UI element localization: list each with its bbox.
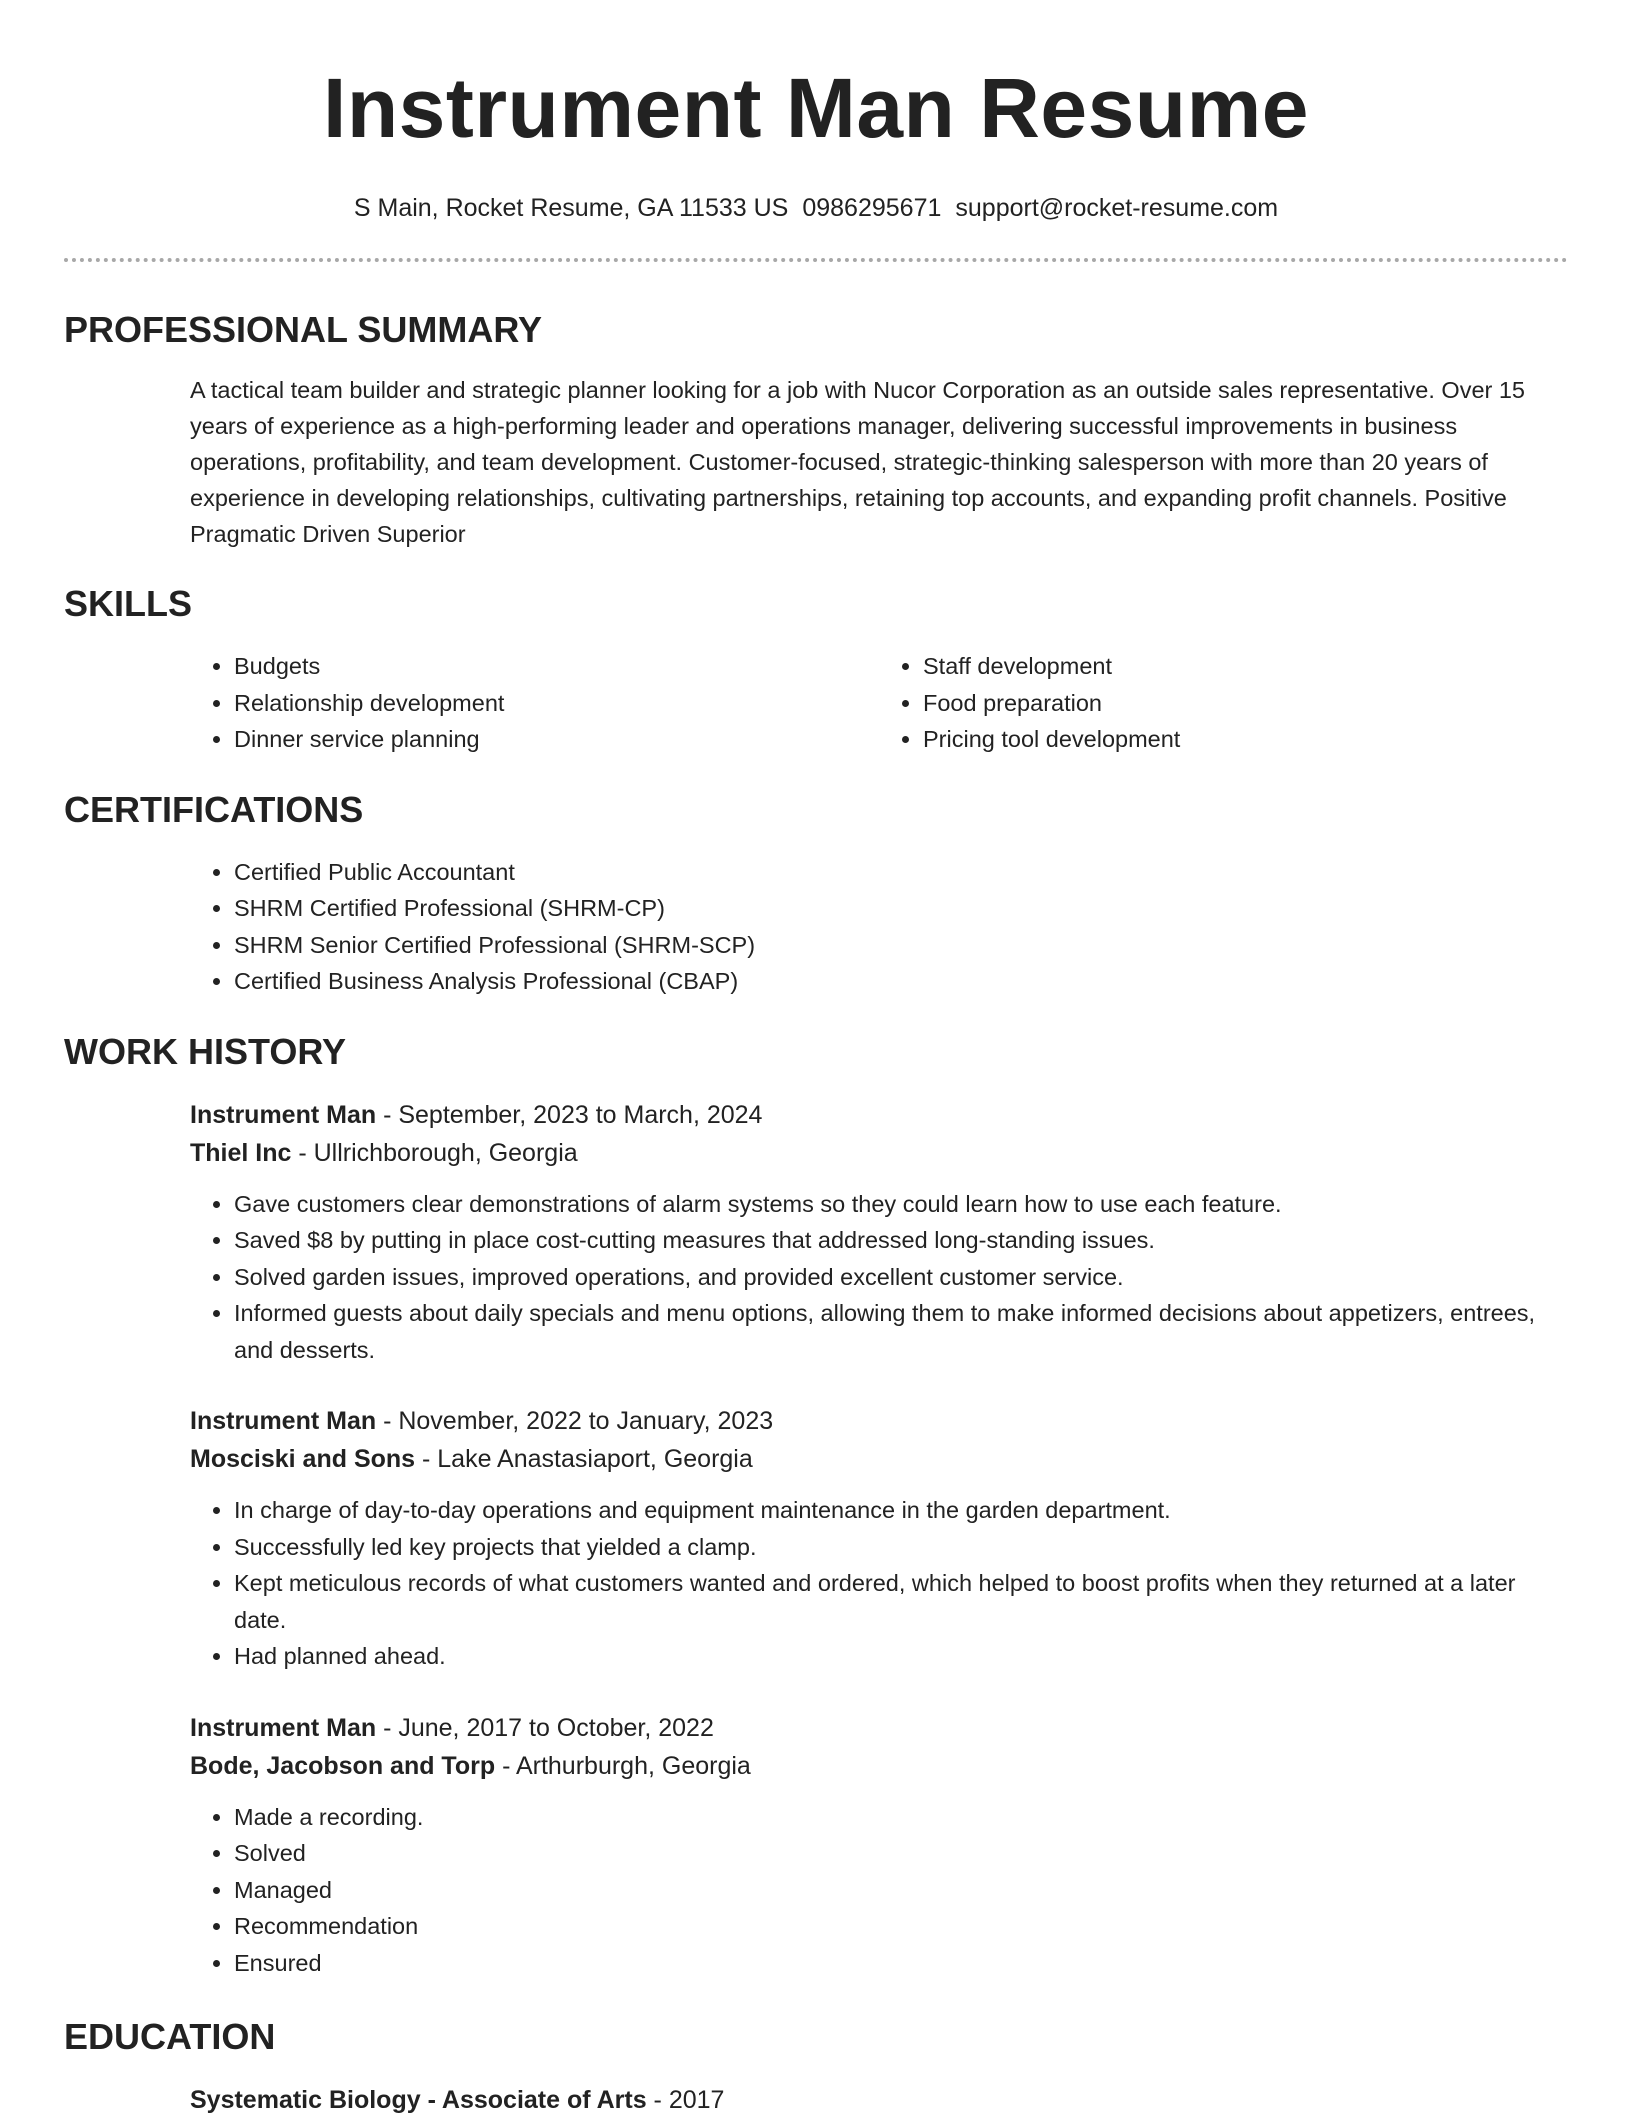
job-company: Thiel Inc — [190, 1138, 292, 1167]
job-entry — [190, 1096, 1568, 1369]
job-bullet: • Had planned ahead. — [234, 1638, 1568, 1675]
job-company: Bode, Jacobson and Torp — [190, 1751, 496, 1780]
job-bullet: • Recommendation — [234, 1908, 1568, 1945]
education-entry — [190, 2081, 1568, 2119]
skill-item: • Budgets — [234, 648, 879, 685]
job-role: Instrument Man — [190, 1713, 377, 1742]
job-bullet: • Solved garden issues, improved operations, and provided excellent customer service. — [234, 1259, 1568, 1296]
skill-item: • Staff development — [923, 648, 1568, 685]
education-year: - 2017 — [646, 2086, 725, 2114]
skill-item: • Food preparation — [923, 685, 1568, 722]
job-dates: - November, 2022 to January, 2023 — [376, 1407, 774, 1435]
job-location: - Arthurburgh, Georgia — [495, 1751, 751, 1780]
skills-section — [64, 648, 1568, 758]
job-title-line — [190, 1709, 1568, 1747]
job-location: - Ullrichborough, Georgia — [291, 1138, 578, 1167]
contact-line — [64, 192, 1568, 224]
job-company-line — [190, 1747, 1568, 1785]
job-bullet: • Saved $8 by putting in place cost-cutting measures that addressed long-standing issues. — [234, 1222, 1568, 1259]
job-company-line — [190, 1440, 1568, 1478]
job-bullets — [190, 1186, 1568, 1369]
job-company-line — [190, 1134, 1568, 1172]
job-title-line — [190, 1402, 1568, 1440]
job-bullet: • Made a recording. — [234, 1799, 1568, 1836]
certification-item: • Certified Public Accountant — [234, 854, 1568, 891]
section-title-certifications: CERTIFICATIONS — [64, 788, 364, 830]
job-role: Instrument Man — [190, 1407, 377, 1435]
skills-list-right — [879, 648, 1568, 758]
job-role: Instrument Man — [190, 1100, 377, 1129]
job-dates: - June, 2017 to October, 2022 — [376, 1713, 714, 1742]
education-degree: Systematic Biology - Associate of Arts — [190, 2086, 647, 2114]
resume-title: Instrument Man Resume — [322, 61, 1309, 155]
job-entry — [190, 1402, 1568, 1675]
job-bullet: • Informed guests about daily specials and menu options, allowing them to make informed decisions about appetizers, entrees, and desserts. — [234, 1295, 1568, 1368]
job-bullet: • Kept meticulous records of what customers wanted and ordered, which helped to boost profits when they returned at a later date. — [234, 1565, 1568, 1638]
certification-item: • SHRM Certified Professional (SHRM-CP) — [234, 890, 1568, 927]
job-dates: - September, 2023 to March, 2024 — [376, 1100, 763, 1129]
job-location: - Lake Anastasiaport, Georgia — [415, 1445, 753, 1473]
contact-phone: 0986295671 — [802, 194, 942, 222]
job-entry — [190, 1709, 1568, 1982]
section-title-skills: SKILLS — [64, 583, 193, 624]
job-bullet: • Solved — [234, 1835, 1568, 1872]
summary-text: A tactical team builder and strategic planner looking for a job with Nucor Corporation as an outside sales representative. Over 15 years of experience as a high-performing leader and operations manager, delivering successful improvements in business operations, profitability, and team development. Customer-focused, strategic-thinking salesperson with more than 20 years of experience in developing relationships, cultivating partnerships, retaining top accounts, and expanding profit channels. Positive Pragmatic Driven Superior — [190, 377, 1526, 547]
job-bullets — [190, 1799, 1568, 1982]
education-section — [64, 2081, 1568, 2119]
work-history-section — [64, 1096, 1568, 1982]
job-bullet: • Gave customers clear demonstrations of alarm systems so they could learn how to use each feature. — [234, 1186, 1568, 1223]
contact-address: S Main, Rocket Resume, GA 11533 US — [353, 194, 789, 222]
skill-item: • Relationship development — [234, 685, 879, 722]
job-bullet: • Ensured — [234, 1945, 1568, 1982]
certifications-section — [64, 854, 1568, 1000]
skills-list-left — [190, 648, 879, 758]
skills-columns — [190, 648, 1568, 758]
certification-item: • SHRM Senior Certified Professional (SHRM-SCP) — [234, 927, 1568, 964]
contact-email: support@rocket-resume.com — [955, 194, 1279, 222]
job-title-line — [190, 1096, 1568, 1134]
job-bullet: • Managed — [234, 1872, 1568, 1909]
certification-item: • Certified Business Analysis Professional (CBAP) — [234, 963, 1568, 1000]
skill-item: • Dinner service planning — [234, 721, 879, 758]
job-bullets — [190, 1492, 1568, 1675]
section-title-work-history: WORK HISTORY — [64, 1030, 347, 1072]
skill-item: • Pricing tool development — [923, 721, 1568, 758]
job-company: Mosciski and Sons — [190, 1445, 416, 1473]
section-title-summary: PROFESSIONAL SUMMARY — [64, 309, 543, 350]
section-title-education: EDUCATION — [64, 2016, 276, 2057]
certifications-list — [190, 854, 1568, 1000]
job-bullet: • In charge of day-to-day operations and equipment maintenance in the garden department. — [234, 1492, 1568, 1529]
header-divider — [64, 258, 1568, 262]
job-bullet: • Successfully led key projects that yielded a clamp. — [234, 1529, 1568, 1566]
